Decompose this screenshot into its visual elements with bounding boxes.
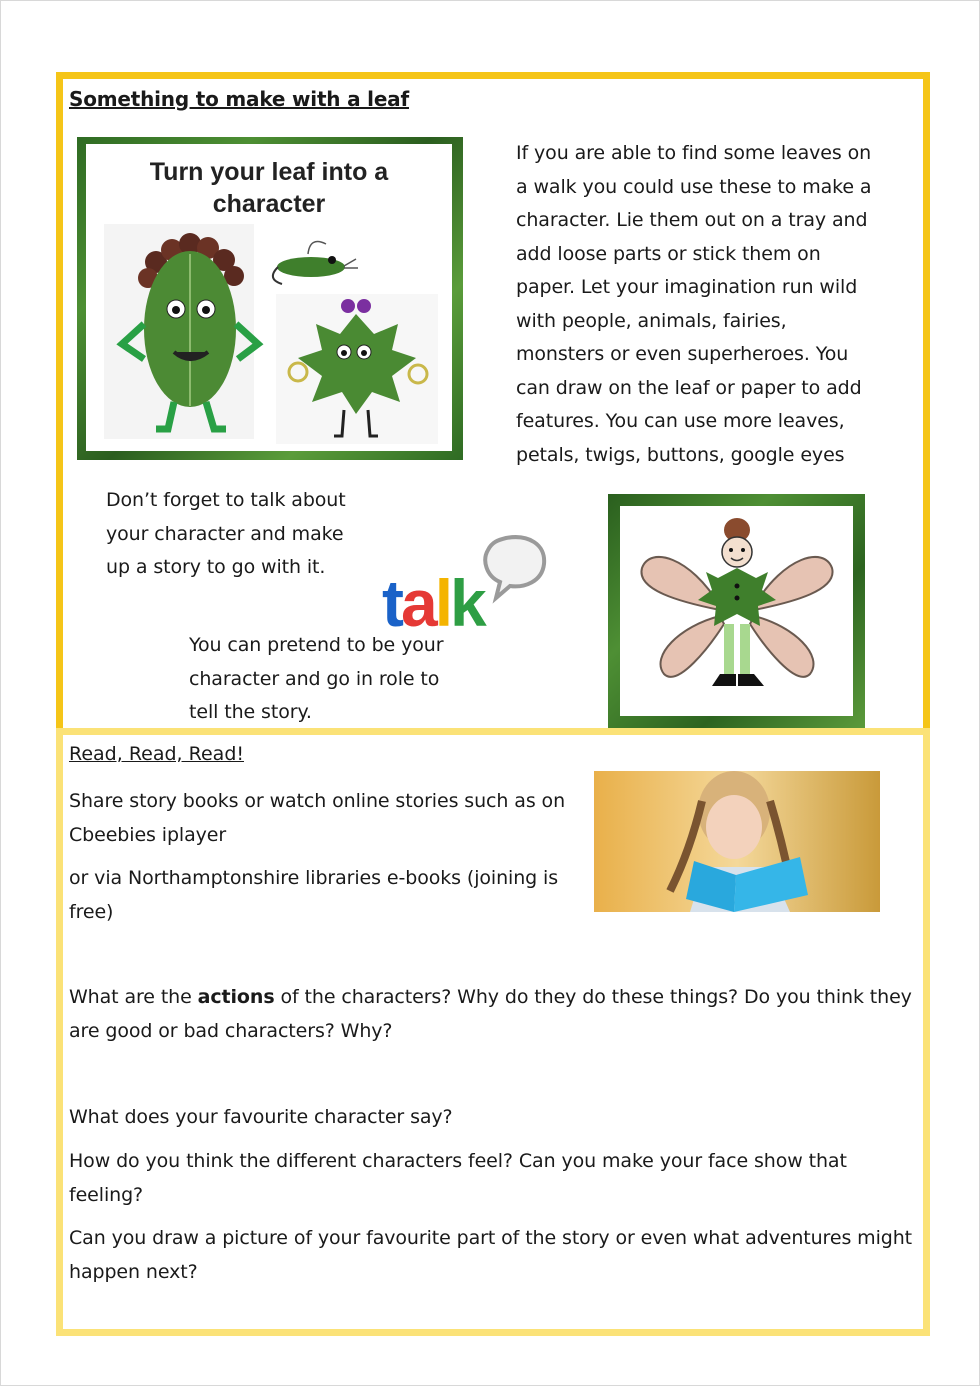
actions-question-start: What are the bbox=[69, 986, 198, 1008]
pretend-prompt-paragraph: You can pretend to be your character and go in role to tell the story. bbox=[189, 634, 444, 723]
reading-paragraph-2: or via Northamptonshire libraries e-books (joining is free) bbox=[69, 867, 559, 923]
actions-question-end: of the characters? Why do they do these things? Do you think they are good or bad characters? Why? bbox=[69, 986, 912, 1042]
reading-heading: Read, Read, Read! bbox=[69, 743, 244, 765]
reading-paragraph-actions bbox=[69, 981, 914, 1048]
leaf-intro-paragraph: If you are able to find some leaves on a walk you could use these to make a character. Lie them out on a tray and add loose parts or stick them on paper. Let your imagination run wild with people, animals, fairies, monsters or even superheroes. You can draw on the leaf or paper to add features. You can use more leaves, petals, twigs, buttons, google eyes bbox=[516, 142, 872, 466]
leaf-fairy-picture bbox=[608, 494, 865, 728]
talk-logo-letter: a bbox=[400, 566, 435, 632]
poster-title-line2: character bbox=[212, 190, 326, 218]
actions-bold-word: actions bbox=[197, 986, 275, 1008]
leaf-character-poster bbox=[77, 137, 463, 460]
reading-paragraph-4: What does your favourite character say? bbox=[69, 1106, 453, 1128]
talk-logo-letter: l bbox=[434, 566, 451, 632]
leaf-characters-illustration bbox=[86, 144, 452, 451]
reading-paragraph-5: How do you think the different characters feel? Can you make your face show that feeling? bbox=[69, 1150, 847, 1206]
poster-title-line1: Turn your leaf into a bbox=[149, 158, 389, 186]
talk-prompt-paragraph: Don’t forget to talk about your character and make up a story to go with it. bbox=[106, 489, 346, 578]
reading-paragraph-1: Share story books or watch online stories such as on Cbeebies iplayer bbox=[69, 790, 566, 846]
talk-logo bbox=[378, 532, 550, 632]
girl-reading-illustration bbox=[594, 771, 880, 912]
leaf-activity-heading: Something to make with a leaf bbox=[69, 87, 409, 111]
girl-reading-photo bbox=[594, 771, 880, 912]
leaf-fairy-illustration bbox=[620, 506, 853, 716]
svg-text:talk bbox=[382, 566, 487, 632]
reading-paragraph-6: Can you draw a picture of your favourite part of the story or even what adventures might happen next? bbox=[69, 1227, 913, 1283]
talk-logo-letter: k bbox=[450, 566, 484, 632]
talk-logo-letter: t bbox=[382, 566, 401, 632]
